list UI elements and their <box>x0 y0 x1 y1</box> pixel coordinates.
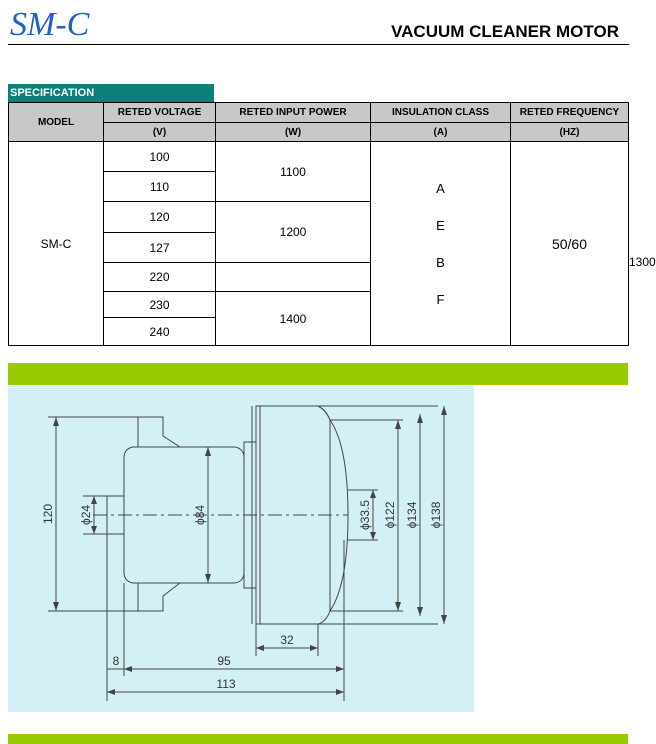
dim-length-32: 32 <box>280 633 294 647</box>
voltage-cell: 100 <box>104 142 216 172</box>
specification-table: MODEL RETED VOLTAGE RETED INPUT POWER INSULATION CLASS RETED FREQUENCY (V) (W) (A) (HZ) SM-C 100 1100 A E B F 50/60 110 120 1200 127 1300 220 230 1400 240 <box>8 102 629 346</box>
model-cell: SM-C <box>9 142 104 346</box>
insulation-header: INSULATION CLASS <box>371 103 511 123</box>
section-bar <box>8 363 628 385</box>
insulation-cell <box>371 142 511 346</box>
voltage-header: RETED VOLTAGE <box>104 103 216 123</box>
motor-drawing <box>8 386 474 712</box>
voltage-cell: 120 <box>104 202 216 233</box>
insulation-class-f: F <box>436 291 445 307</box>
header-divider <box>8 44 629 45</box>
footer-bar <box>8 734 628 744</box>
dim-dia-24: ϕ24 <box>79 504 93 526</box>
model-header: MODEL <box>9 103 104 142</box>
dim-dia-134: ϕ134 <box>405 501 419 529</box>
insulation-unit: (A) <box>371 123 511 142</box>
page-title: VACUUM CLEANER MOTOR <box>391 22 619 41</box>
insulation-class-e: E <box>436 217 445 233</box>
frequency-header: RETED FREQUENCY <box>511 103 629 123</box>
voltage-cell: 110 <box>104 172 216 202</box>
brand-logo: SM-C <box>10 6 90 43</box>
motor-dimension-diagram <box>8 386 474 712</box>
insulation-class-b: B <box>436 254 445 270</box>
specification-tab: SPECIFICATION <box>8 84 214 103</box>
power-cell: 1400 <box>216 292 371 346</box>
dim-height-120: 120 <box>41 503 55 525</box>
voltage-unit: (V) <box>104 123 216 142</box>
dim-length-113: 113 <box>216 677 236 691</box>
power-cell: 1100 <box>216 142 371 202</box>
power-header: RETED INPUT POWER <box>216 103 371 123</box>
power-unit: (W) <box>216 123 371 142</box>
dim-dia-122: ϕ122 <box>383 501 397 529</box>
dim-dia-138: ϕ138 <box>429 501 443 529</box>
frequency-cell: 50/60 <box>511 142 629 346</box>
dim-dia-84: ϕ84 <box>193 504 207 526</box>
voltage-cell: 220 <box>104 263 216 292</box>
dim-dia-33-5: ϕ33.5 <box>358 499 372 531</box>
voltage-cell: 127 <box>104 233 216 263</box>
voltage-cell: 230 <box>104 292 216 318</box>
dim-length-8: 8 <box>112 654 120 668</box>
voltage-cell: 240 <box>104 318 216 346</box>
insulation-class-a: A <box>436 180 445 196</box>
dim-length-95: 95 <box>217 654 231 668</box>
frequency-unit: (HZ) <box>511 123 629 142</box>
power-cell: 1200 <box>216 202 371 263</box>
